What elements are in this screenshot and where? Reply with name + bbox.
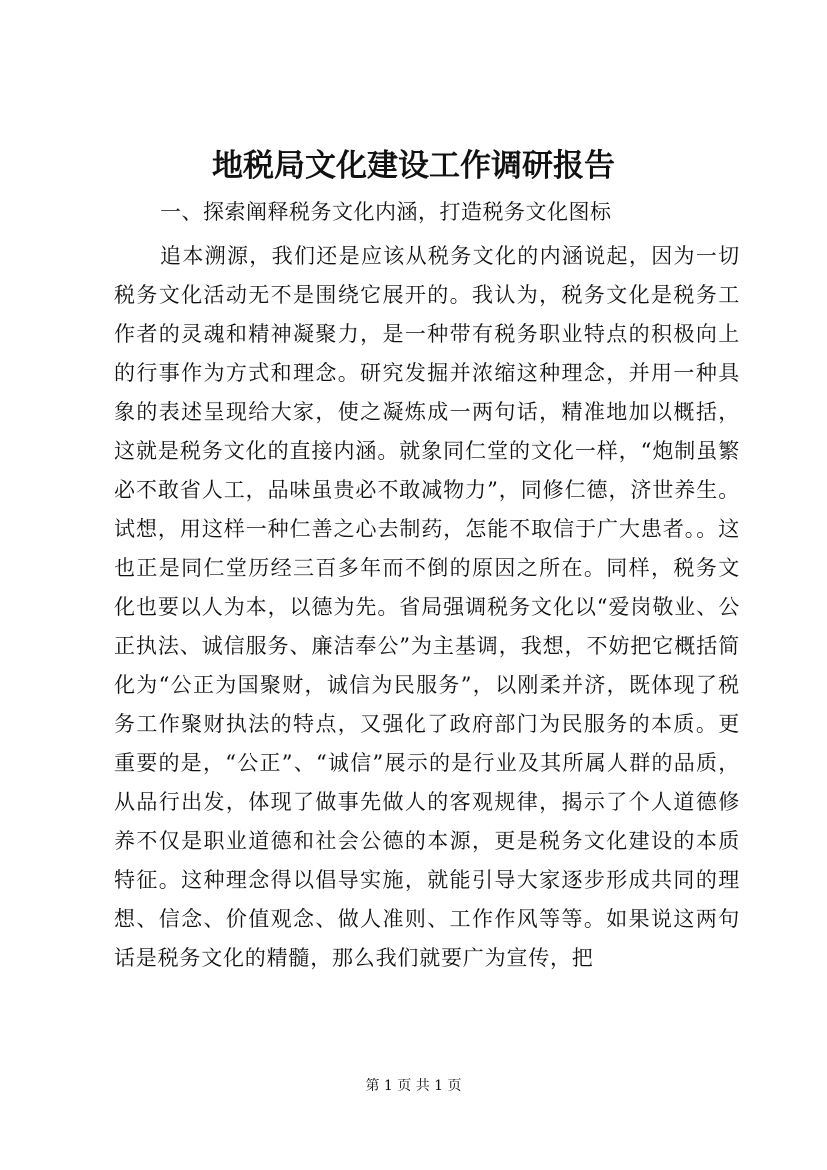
body-paragraph: 追本溯源，我们还是应该从税务文化的内涵说起，因为一切税务文化活动无不是围绕它展开的。我认为，税务文化是税务工作者的灵魂和精神凝聚力，是一种带有税务职业特点的积极向上的行事作为方式和理念。研究发掘并浓缩这种理念，并用一种具象的表述呈现给大家，使之凝炼成一两句话，精准地加以概括，这就是税务文化的直接内涵。就象同仁堂的文化一样，“炮制虽繁必不敢省人工，品味虽贵必不敢减物力”，同修仁德，济世养生。试想，用这样一种仁善之心去制药，怎能不取信于广大患者。。这也正是同仁堂历经三百多年而不倒的原因之所在。同样，税务文化也要以人为本，以德为先。省局强调税务文化以“爱岗敬业、公正执法、诚信服务、廉洁奉公”为主基调，我想，不妨把它概括简化为“公正为国聚财，诚信为民服务”，以刚柔并济，既体现了税务工作聚财执法的特点，又强化了政府部门为民服务的本质。更重要的是，“公正”、“诚信”展示的是行业及其所属人群的品质，从品行出发，体现了做事先做人的客观规律，揭示了个人道德修养不仅是职业道德和社会公德的本源，更是税务文化建设的本质特征。这种理念得以倡导实施，就能引导大家逐步形成共同的理想、信念、价值观念、做人准则、工作作风等等。如果说这两句话是税务文化的精髓，那么我们就要广为宣传，把 bbox=[114, 244, 740, 970]
document-title: 地税局文化建设工作调研报告 bbox=[212, 148, 615, 184]
page-footer: 第 1 页 共 1 页 bbox=[365, 1078, 462, 1094]
section-heading: 一、探索阐释税务文化内涵，打造税务文化图标 bbox=[160, 200, 612, 224]
